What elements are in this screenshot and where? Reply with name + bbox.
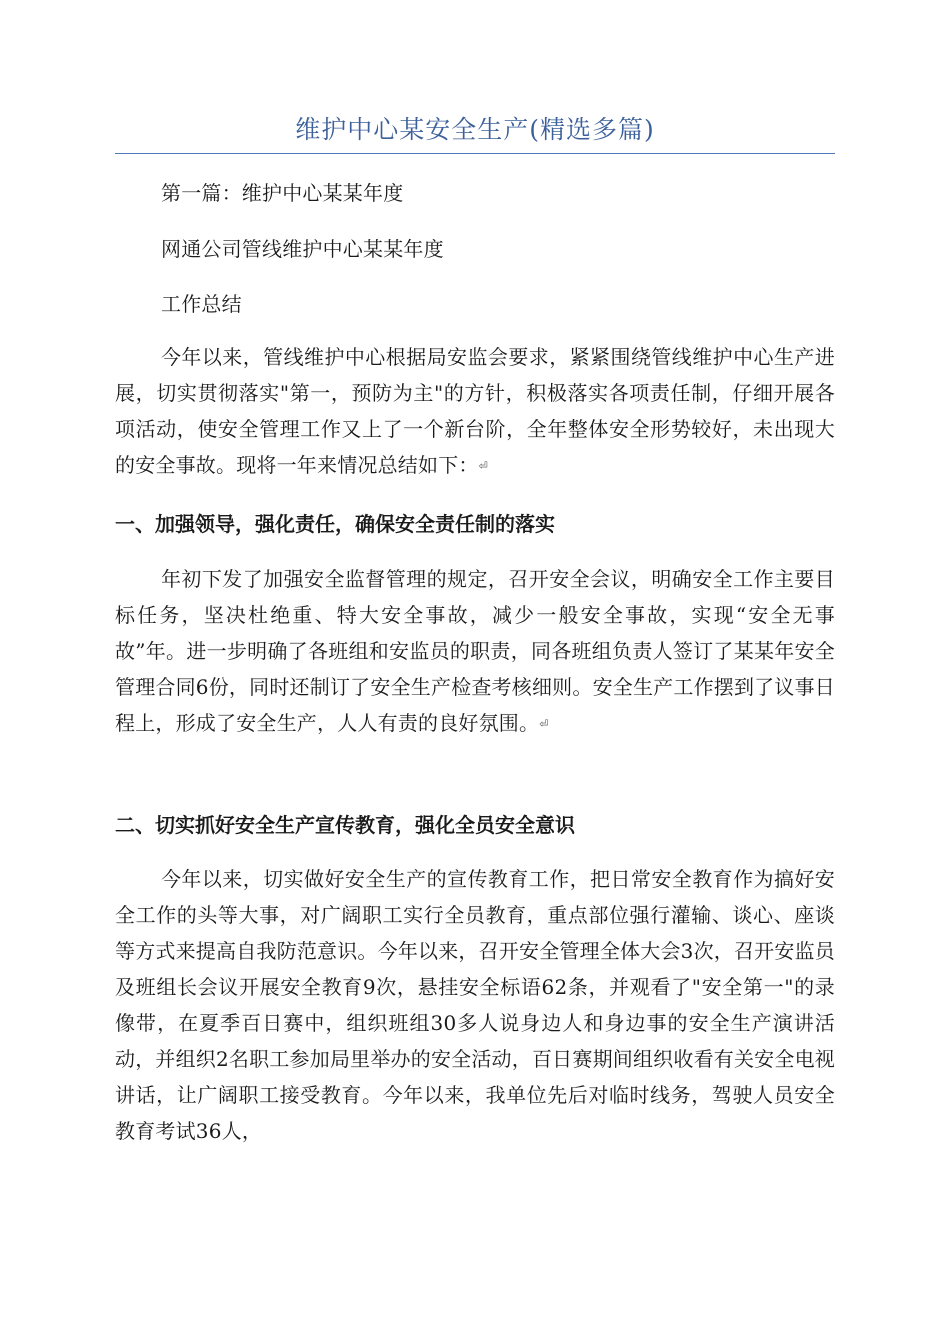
line-work-summary: 工作总结: [161, 292, 242, 316]
intro-text: 今年以来，管线维护中心根据局安监会要求，紧紧围绕管线维护中心生产进展，切实贯彻落实"第一，预防为主"的方针，积极落实各项责任制，仔细开展各项活动，使安全管理工作又上了一个新台阶，全年整体安全形势较好，未出现大的安全事故。现将一年来情况总结如下：: [115, 345, 835, 477]
title-underline: [115, 153, 835, 154]
section-2-text: 今年以来，切实做好安全生产的宣传教育工作，把日常安全教育作为搞好安全工作的头等大事，对广阔职工实行全员教育，重点部位强行灌输、谈心、座谈等方式来提高自我防范意识。今年以来，召开安全管理全体大会3次，召开安监员及班组长会议开展安全教育9次，悬挂安全标语62条，并观看了"安全第一"的录像带，在夏季百日赛中，组织班组30多人说身边人和身边事的安全生产演讲活动，并组织2名职工参加局里举办的安全活动，百日赛期间组织收看有关安全电视讲话，让广阔职工接受教育。今年以来，我单位先后对临时线务，驾驶人员安全教育考试36人，: [115, 867, 835, 1143]
document-title: 维护中心某安全生产(精选多篇): [295, 115, 655, 144]
line-company-title: 网通公司管线维护中心某某年度: [161, 237, 444, 261]
section-1-text: 年初下发了加强安全监督管理的规定，召开安全会议，明确安全工作主要目标任务，坚决杜绝重、特大安全事故，减少一般安全事故，实现“安全无事故”年。进一步明确了各班组和安监员的职责，同各班组负责人签订了某某年安全管理合同6份，同时还制订了安全生产检查考核细则。安全生产工作摆到了议事日程上，形成了安全生产，人人有责的良好氛围。: [115, 567, 835, 735]
section-1-heading: 一、加强领导，强化责任，确保安全责任制的落实: [115, 512, 555, 536]
section-2-heading: 二、切实抓好安全生产宣传教育，强化全员安全意识: [115, 813, 575, 837]
line-chapter-one: 第一篇：维护中心某某年度: [161, 181, 404, 205]
section-2-paragraph: [115, 861, 835, 1149]
paragraph-mark: ⏎: [478, 459, 488, 473]
intro-paragraph: [115, 339, 835, 485]
paragraph-mark: ⏎: [539, 717, 549, 731]
section-1-paragraph: [115, 561, 835, 743]
